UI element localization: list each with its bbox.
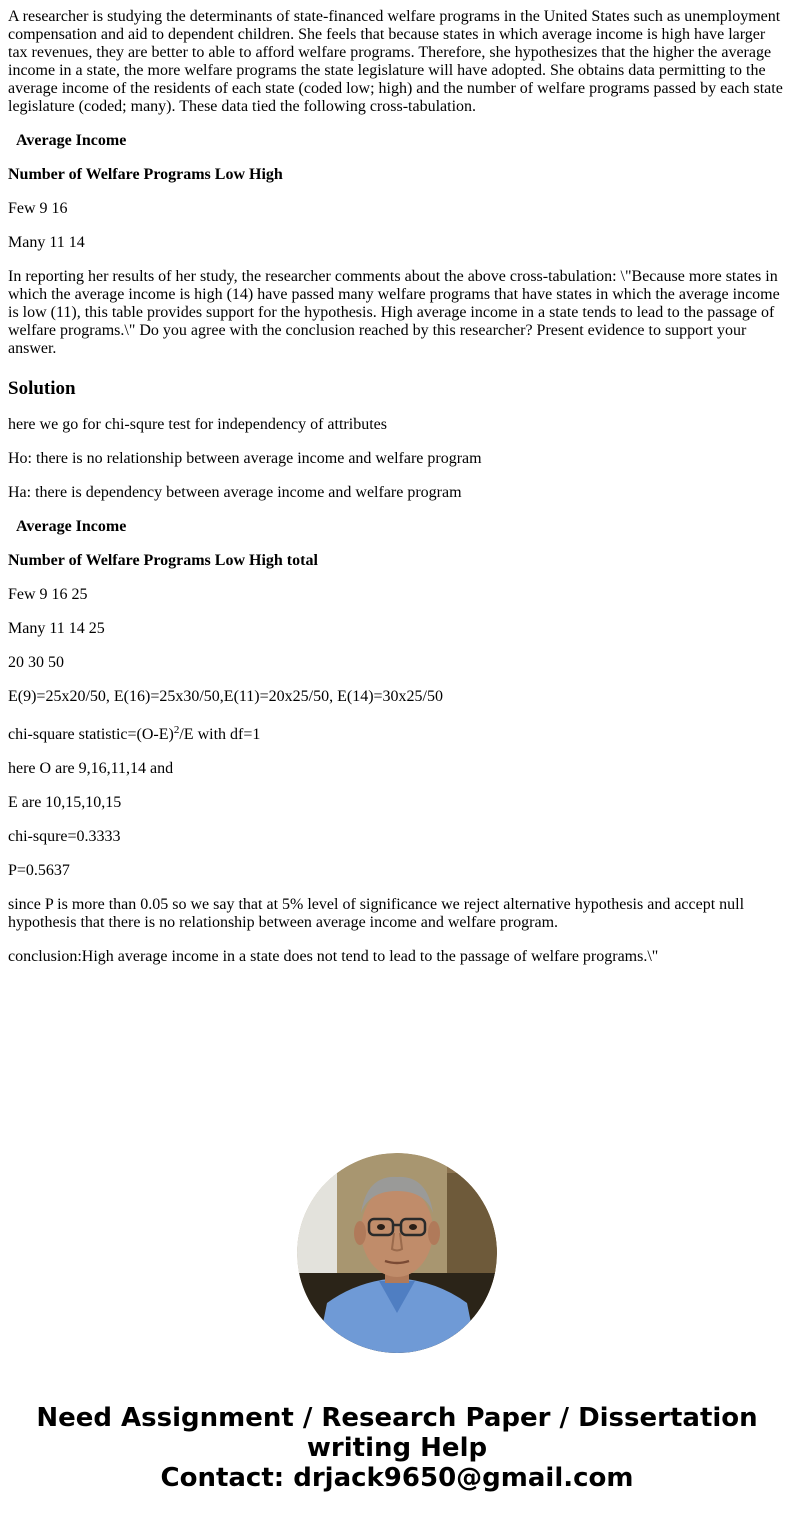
solution-table-title: Average Income: [16, 518, 127, 535]
question-row-few: Few 9 16: [8, 200, 68, 217]
promo-banner: [0, 1403, 794, 1493]
expected-values: E are 10,15,10,15: [8, 794, 122, 811]
person-photo-icon: [297, 1153, 497, 1353]
document-body: [8, 8, 786, 982]
null-hypothesis: Ho: there is no relationship between average income and welfare program: [8, 450, 482, 467]
solution-row-few: Few 9 16 25: [8, 586, 88, 603]
solution-row-many: Many 11 14 25: [8, 620, 105, 637]
banner-line-1: Need Assignment / Research Paper / Dissertation: [36, 1403, 758, 1433]
observed-values: here O are 9,16,11,14 and: [8, 760, 174, 777]
solution-heading: Solution: [8, 378, 76, 399]
decision-text: since P is more than 0.05 so we say that at 5% level of significance we reject alternative hypothesis and accept null hypothesis that there is no relationship between average income and welfare program.: [8, 896, 745, 931]
expected-formulas: E(9)=25x20/50, E(16)=25x30/50,E(11)=20x25/50, E(14)=30x25/50: [8, 688, 443, 705]
solution-row-total: 20 30 50: [8, 654, 64, 671]
formula-suffix: /E with df=1: [179, 726, 261, 743]
formula-exponent: 2: [173, 724, 180, 736]
solution-table-header: Number of Welfare Programs Low High total: [8, 552, 318, 569]
chi-square-formula: [8, 726, 786, 744]
question-row-many: Many 11 14: [8, 234, 85, 251]
question-closing: In reporting her results of her study, the researcher comments about the above cross-tabulation: \"Because more states in which the average income is high (14) have passed many welfare programs that have states in which the average income is low (11), this table provides support for the hypothesis. High average income in a state tends to lead to the passage of welfare programs.\" Do you agree with the conclusion reached by this researcher? Present evidence to support your answer.: [8, 268, 780, 357]
question-intro: A researcher is studying the determinants of state-financed welfare programs in the United States such as unemployment compensation and aid to dependent children. She feels that because states in which average income is high have larger tax revenues, they are better to able to afford welfare programs. Therefore, she hypothesizes that the higher the average income in a state, the more welfare programs the state legislature will have adopted. She obtains data permitting to the average income of the residents of each state (coded low; high) and the number of welfare programs passed by each state legislature (coded; many). These data tied the following cross-tabulation.: [8, 8, 783, 115]
question-table-header: Number of Welfare Programs Low High: [8, 166, 283, 183]
chi-square-value: chi-squre=0.3333: [8, 828, 121, 845]
question-table-title: Average Income: [16, 132, 127, 149]
formula-prefix: chi-square statistic=(O-E): [8, 726, 174, 743]
conclusion-text: conclusion:High average income in a state does not tend to lead to the passage of welfare programs.\": [8, 948, 659, 965]
banner-contact: Contact: drjack9650@gmail.com: [160, 1463, 634, 1493]
banner-line-2: writing Help: [306, 1433, 488, 1463]
alternative-hypothesis: Ha: there is dependency between average income and welfare program: [8, 484, 462, 501]
p-value: P=0.5637: [8, 862, 70, 879]
solution-intro: here we go for chi-squre test for independency of attributes: [8, 416, 387, 433]
avatar: [297, 1153, 497, 1353]
